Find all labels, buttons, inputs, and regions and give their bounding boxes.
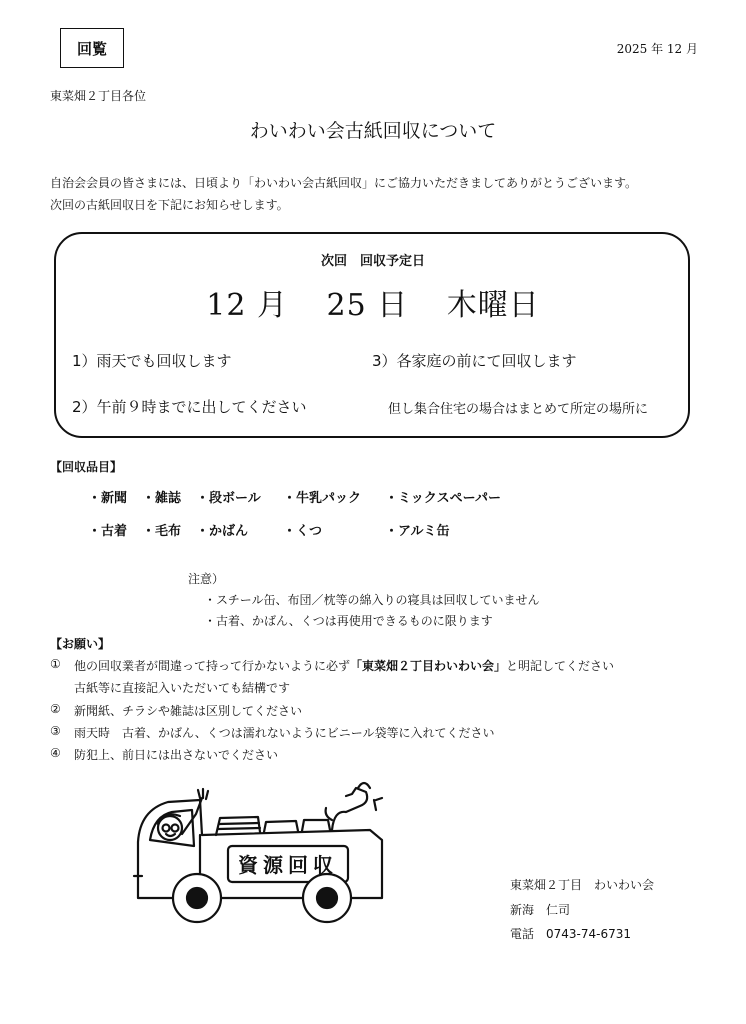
signature-org: 東菜畑２丁目 わいわい会 bbox=[510, 878, 655, 892]
item-newspaper: ・新聞 bbox=[88, 491, 128, 506]
music-note bbox=[374, 798, 382, 810]
request-1 bbox=[50, 657, 614, 674]
schedule-note-3: 3）各家庭の前にて回収します bbox=[372, 352, 577, 370]
request-4 bbox=[50, 746, 278, 763]
item-bag: ・かばん bbox=[196, 524, 249, 539]
item-aluminum-can: ・アルミ缶 bbox=[385, 524, 450, 539]
driver-hand bbox=[198, 789, 208, 799]
request-3-number: ③ bbox=[50, 724, 61, 738]
request-4-number: ④ bbox=[50, 746, 61, 760]
signature-phone: 電話 0743-74-6731 bbox=[510, 927, 632, 941]
dog-body bbox=[332, 788, 367, 830]
schedule-note-2: 2）午前９時までに出してください bbox=[72, 398, 307, 416]
driver-eye-right bbox=[172, 825, 179, 832]
circulation-stamp bbox=[60, 28, 124, 68]
collection-day: 25 日 bbox=[326, 288, 409, 323]
front-hub bbox=[187, 888, 207, 908]
rear-hub bbox=[317, 888, 337, 908]
collection-month: 12 月 bbox=[206, 288, 288, 323]
caution-line-2: ・古着、かばん、くつは再使用できるものに限ります bbox=[204, 614, 493, 628]
item-milk-carton: ・牛乳パック bbox=[283, 491, 362, 506]
driver-smile bbox=[166, 834, 175, 836]
request-2 bbox=[50, 702, 302, 719]
dog-tail bbox=[326, 808, 332, 820]
intro-text bbox=[50, 172, 637, 216]
collection-date bbox=[0, 280, 746, 324]
item-magazine: ・雑誌 bbox=[142, 491, 182, 506]
item-shoes: ・くつ bbox=[283, 524, 323, 539]
paper-bundle-2 bbox=[264, 821, 298, 832]
dog-ear bbox=[358, 783, 370, 788]
request-1-number: ① bbox=[50, 657, 61, 671]
requests-heading: 【お願い】 bbox=[50, 637, 111, 651]
request-1-continuation: 古紙等に直接記入いただいても結構です bbox=[74, 681, 291, 695]
signature-person: 新海 仁司 bbox=[510, 903, 571, 917]
request-1-text bbox=[74, 657, 614, 674]
recycling-truck-illustration bbox=[120, 780, 450, 930]
paper-bundle-1 bbox=[216, 817, 260, 835]
item-blanket: ・毛布 bbox=[142, 524, 182, 539]
schedule-label: 次回 回収予定日 bbox=[320, 254, 425, 269]
request-2-number: ② bbox=[50, 702, 61, 716]
truck-sign-text: 資源回収 bbox=[238, 853, 338, 877]
request-1-pre: 他の回収業者が間違って持って行かないように必ず bbox=[74, 659, 351, 673]
request-3-text: 雨天時 古着、かばん、くつは濡れないようにビニール袋等に入れてください bbox=[74, 726, 495, 740]
request-3 bbox=[50, 724, 494, 741]
schedule-note-1: 1）雨天でも回収します bbox=[72, 352, 232, 370]
paper-bundle-1-lines bbox=[218, 823, 260, 829]
item-cardboard: ・段ボール bbox=[196, 491, 261, 506]
intro-line-2: 次回の古紙回収日を下記にお知らせします。 bbox=[50, 198, 289, 212]
request-1-post: と明記してください bbox=[506, 659, 615, 673]
request-1-group-name: 「東菜畑２丁目わいわい会」 bbox=[350, 659, 507, 673]
caution-line-1: ・スチール缶、布団／枕等の綿入りの寝具は回収していません bbox=[204, 593, 540, 607]
page-title: わいわい会古紙回収について bbox=[249, 120, 497, 142]
request-4-text: 防犯上、前日には出さないでください bbox=[74, 748, 279, 762]
collection-weekday: 木曜日 bbox=[446, 288, 540, 323]
request-2-text: 新聞紙、チラシや雑誌は区別してください bbox=[74, 704, 303, 718]
intro-line-1: 自治会会員の皆さまには、日頃より「わいわい会古紙回収」にご協力いただきましてありがとうございます。 bbox=[50, 176, 638, 190]
circulation-label: 回覧 bbox=[76, 39, 107, 58]
caution-heading: 注意） bbox=[188, 572, 225, 586]
items-heading: 【回収品目】 bbox=[50, 460, 123, 474]
recipient: 東菜畑２丁目各位 bbox=[50, 89, 147, 103]
issue-date: 2025 年 12 月 bbox=[616, 42, 698, 56]
item-used-clothes: ・古着 bbox=[88, 524, 128, 539]
paper-bundle-3 bbox=[302, 820, 330, 831]
driver-eye-left bbox=[163, 825, 170, 832]
schedule-note-4: 但し集合住宅の場合はまとめて所定の場所に bbox=[388, 402, 649, 417]
item-mixed-paper: ・ミックスペーパー bbox=[385, 491, 501, 506]
